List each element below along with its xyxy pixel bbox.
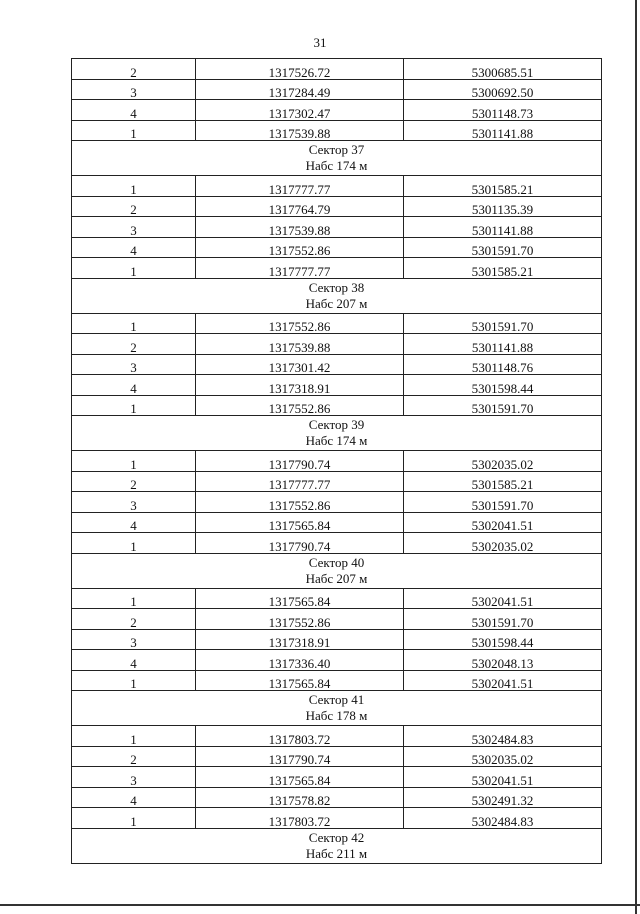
- point-number-cell: 2: [72, 334, 196, 355]
- y-coordinate-cell: 5302041.51: [404, 670, 602, 691]
- point-number-cell: 2: [72, 746, 196, 767]
- x-coordinate-cell: 1317552.86: [196, 492, 404, 513]
- y-coordinate-cell: 5302041.51: [404, 512, 602, 533]
- x-coordinate-cell: 1317777.77: [196, 258, 404, 279]
- y-coordinate-cell: 5301585.21: [404, 258, 602, 279]
- table-row: [72, 100, 602, 121]
- y-coordinate-cell: 5301598.44: [404, 629, 602, 650]
- y-coordinate-cell: 5302041.51: [404, 767, 602, 788]
- table-row: [72, 59, 602, 80]
- y-coordinate-cell: 5300692.50: [404, 79, 602, 100]
- table-row: [72, 354, 602, 375]
- y-coordinate-cell: 5301598.44: [404, 375, 602, 396]
- sector-header-row: [72, 416, 602, 451]
- point-number-cell: 1: [72, 588, 196, 609]
- x-coordinate-cell: 1317552.86: [196, 609, 404, 630]
- y-coordinate-cell: 5302035.02: [404, 746, 602, 767]
- table-row: [72, 334, 602, 355]
- x-coordinate-cell: 1317565.84: [196, 767, 404, 788]
- x-coordinate-cell: 1317790.74: [196, 746, 404, 767]
- point-number-cell: 4: [72, 787, 196, 808]
- sector-header-row: [72, 691, 602, 726]
- sector-title: Сектор 38: [308, 279, 365, 295]
- point-number-cell: 4: [72, 237, 196, 258]
- table-row: [72, 629, 602, 650]
- point-number-cell: 4: [72, 512, 196, 533]
- point-number-cell: 3: [72, 79, 196, 100]
- point-number-cell: 2: [72, 471, 196, 492]
- sector-header: [72, 691, 602, 726]
- x-coordinate-cell: 1317302.47: [196, 100, 404, 121]
- coordinates-table: [71, 58, 602, 864]
- table-row: [72, 237, 602, 258]
- x-coordinate-cell: 1317803.72: [196, 726, 404, 747]
- page-number: 31: [313, 35, 327, 50]
- y-coordinate-cell: 5301591.70: [404, 492, 602, 513]
- point-number-cell: 1: [72, 395, 196, 416]
- sector-header: [72, 141, 602, 176]
- sector-height: Набс 207 м: [305, 570, 368, 586]
- point-number-cell: 4: [72, 375, 196, 396]
- x-coordinate-cell: 1317803.72: [196, 808, 404, 829]
- table-row: [72, 767, 602, 788]
- sector-title: Сектор 39: [308, 417, 365, 432]
- point-number-cell: 2: [72, 196, 196, 217]
- table-row: [72, 787, 602, 808]
- sector-header: [72, 553, 602, 588]
- table-row: [72, 79, 602, 100]
- x-coordinate-cell: 1317284.49: [196, 79, 404, 100]
- table-row: [72, 808, 602, 829]
- x-coordinate-cell: 1317526.72: [196, 59, 404, 80]
- sector-title: Сектор 40: [308, 554, 365, 570]
- y-coordinate-cell: 5302035.02: [404, 533, 602, 554]
- sector-height: Набс 207 м: [305, 295, 368, 311]
- x-coordinate-cell: 1317565.84: [196, 670, 404, 691]
- point-number-cell: 1: [72, 120, 196, 141]
- x-coordinate-cell: 1317565.84: [196, 512, 404, 533]
- y-coordinate-cell: 5302491.32: [404, 787, 602, 808]
- sector-height: Набс 174 м: [305, 158, 368, 173]
- x-coordinate-cell: 1317578.82: [196, 787, 404, 808]
- x-coordinate-cell: 1317552.86: [196, 313, 404, 334]
- x-coordinate-cell: 1317301.42: [196, 354, 404, 375]
- y-coordinate-cell: 5302035.02: [404, 451, 602, 472]
- sector-height: Набс 211 м: [305, 845, 368, 861]
- scan-bottom-edge: [0, 904, 640, 906]
- x-coordinate-cell: 1317777.77: [196, 471, 404, 492]
- table-row: [72, 313, 602, 334]
- table-row: [72, 120, 602, 141]
- sector-height: Набс 178 м: [305, 708, 368, 723]
- point-number-cell: 3: [72, 767, 196, 788]
- table-row: [72, 395, 602, 416]
- y-coordinate-cell: 5301591.70: [404, 609, 602, 630]
- point-number-cell: 1: [72, 726, 196, 747]
- point-number-cell: 2: [72, 609, 196, 630]
- point-number-cell: 1: [72, 451, 196, 472]
- sector-header-row: [72, 278, 602, 313]
- table-row: [72, 492, 602, 513]
- point-number-cell: 3: [72, 492, 196, 513]
- scan-right-edge: [635, 0, 637, 914]
- x-coordinate-cell: 1317552.86: [196, 237, 404, 258]
- sector-title: Сектор 42: [308, 829, 365, 845]
- table-row: [72, 451, 602, 472]
- table-row: [72, 512, 602, 533]
- point-number-cell: 1: [72, 670, 196, 691]
- sector-title: Сектор 41: [308, 692, 365, 707]
- table-row: [72, 258, 602, 279]
- point-number-cell: 4: [72, 100, 196, 121]
- y-coordinate-cell: 5301141.88: [404, 217, 602, 238]
- table-row: [72, 726, 602, 747]
- y-coordinate-cell: 5301591.70: [404, 395, 602, 416]
- table-row: [72, 588, 602, 609]
- y-coordinate-cell: 5302484.83: [404, 808, 602, 829]
- sector-header-row: [72, 553, 602, 588]
- y-coordinate-cell: 5302484.83: [404, 726, 602, 747]
- y-coordinate-cell: 5301585.21: [404, 176, 602, 197]
- y-coordinate-cell: 5301148.76: [404, 354, 602, 375]
- point-number-cell: 1: [72, 533, 196, 554]
- y-coordinate-cell: 5300685.51: [404, 59, 602, 80]
- table-row: [72, 176, 602, 197]
- x-coordinate-cell: 1317318.91: [196, 629, 404, 650]
- sector-header: [72, 278, 602, 313]
- y-coordinate-cell: 5301141.88: [404, 120, 602, 141]
- table-row: [72, 471, 602, 492]
- point-number-cell: 2: [72, 59, 196, 80]
- sector-height: Набс 174 м: [305, 433, 368, 448]
- y-coordinate-cell: 5301141.88: [404, 334, 602, 355]
- x-coordinate-cell: 1317790.74: [196, 451, 404, 472]
- x-coordinate-cell: 1317539.88: [196, 217, 404, 238]
- y-coordinate-cell: 5301591.70: [404, 237, 602, 258]
- table-row: [72, 375, 602, 396]
- coordinates-table-body: [72, 59, 602, 864]
- sector-header: [72, 416, 602, 451]
- point-number-cell: 1: [72, 176, 196, 197]
- point-number-cell: 3: [72, 354, 196, 375]
- y-coordinate-cell: 5301135.39: [404, 196, 602, 217]
- x-coordinate-cell: 1317318.91: [196, 375, 404, 396]
- y-coordinate-cell: 5301591.70: [404, 313, 602, 334]
- sector-header-row: [72, 141, 602, 176]
- x-coordinate-cell: 1317539.88: [196, 120, 404, 141]
- y-coordinate-cell: 5302041.51: [404, 588, 602, 609]
- x-coordinate-cell: 1317565.84: [196, 588, 404, 609]
- y-coordinate-cell: 5302048.13: [404, 650, 602, 671]
- point-number-cell: 1: [72, 258, 196, 279]
- sector-header: [72, 828, 602, 863]
- table-row: [72, 746, 602, 767]
- point-number-cell: 1: [72, 313, 196, 334]
- x-coordinate-cell: 1317539.88: [196, 334, 404, 355]
- x-coordinate-cell: 1317552.86: [196, 395, 404, 416]
- point-number-cell: 3: [72, 629, 196, 650]
- y-coordinate-cell: 5301585.21: [404, 471, 602, 492]
- point-number-cell: 3: [72, 217, 196, 238]
- table-row: [72, 217, 602, 238]
- table-row: [72, 533, 602, 554]
- table-row: [72, 196, 602, 217]
- x-coordinate-cell: 1317790.74: [196, 533, 404, 554]
- sector-title: Сектор 37: [308, 142, 365, 157]
- y-coordinate-cell: 5301148.73: [404, 100, 602, 121]
- table-row: [72, 670, 602, 691]
- point-number-cell: 4: [72, 650, 196, 671]
- x-coordinate-cell: 1317336.40: [196, 650, 404, 671]
- x-coordinate-cell: 1317764.79: [196, 196, 404, 217]
- sector-header-row: [72, 828, 602, 863]
- x-coordinate-cell: 1317777.77: [196, 176, 404, 197]
- point-number-cell: 1: [72, 808, 196, 829]
- table-row: [72, 609, 602, 630]
- table-row: [72, 650, 602, 671]
